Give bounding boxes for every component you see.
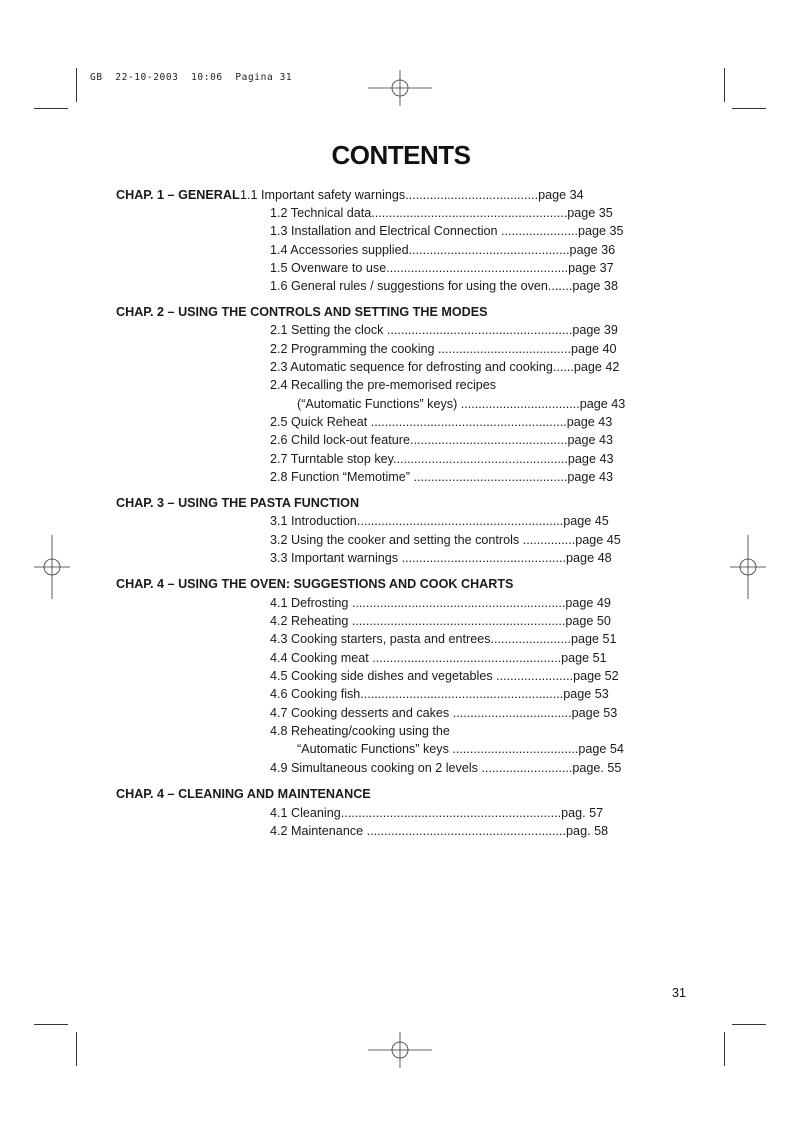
toc-entry: 4.5 Cooking side dishes and vegetables ......................page 52	[270, 669, 619, 683]
toc-entry: 2.7 Turntable stop key..................................................page 43	[270, 452, 614, 466]
chapter-heading: CHAP. 4 – CLEANING AND MAINTENANCE	[116, 787, 371, 801]
toc-entry: 4.7 Cooking desserts and cakes ..................................page 53	[270, 706, 618, 720]
toc-entry: 4.3 Cooking starters, pasta and entrees.......................page 51	[270, 632, 617, 646]
toc-entry: 2.6 Child lock-out feature.............................................page 43	[270, 433, 613, 447]
toc-entry: 4.2 Maintenance .........................................................pag. 58	[270, 824, 609, 838]
page-title: CONTENTS	[331, 140, 471, 170]
toc-entry: 1.6 General rules / suggestions for using the oven.......page 38	[270, 279, 618, 293]
toc-entry: 1.1 Important safety warnings......................................page 34	[240, 188, 584, 202]
toc-entry: “Automatic Functions” keys ....................................page 54	[297, 742, 624, 756]
toc-entry: 3.1 Introduction...........................................................page 45	[270, 514, 609, 528]
chapter-heading: CHAP. 2 – USING THE CONTROLS AND SETTING THE MODES	[116, 305, 488, 319]
toc-entry: 4.1 Defrosting .............................................................page 49	[270, 596, 611, 610]
toc-entry: 1.2 Technical data........................................................page 35	[270, 206, 613, 220]
toc-entry: 3.3 Important warnings ...............................................page 48	[270, 551, 612, 565]
page-number: 31	[672, 986, 686, 1000]
toc-entry: 4.6 Cooking fish..........................................................page 53	[270, 687, 609, 701]
toc-entry: 2.2 Programming the cooking ......................................page 40	[270, 342, 617, 356]
toc-entry: 2.4 Recalling the pre-memorised recipes	[270, 378, 497, 392]
chapter-heading: CHAP. 1 – GENERAL	[116, 188, 240, 202]
toc-entry: 4.9 Simultaneous cooking on 2 levels ..........................page. 55	[270, 761, 622, 775]
toc-entry: 1.4 Accessories supplied..............................................page 36	[270, 243, 616, 257]
toc-entry: (“Automatic Functions” keys) ..................................page 43	[297, 397, 626, 411]
print-slug: GB 22-10-2003 10:06 Pagina 31	[90, 72, 293, 83]
toc-entry: 4.8 Reheating/cooking using the	[270, 724, 450, 738]
chapter-heading: CHAP. 3 – USING THE PASTA FUNCTION	[116, 496, 360, 510]
toc-entry: 2.3 Automatic sequence for defrosting and cooking......page 42	[270, 360, 620, 374]
toc-entry: 4.1 Cleaning...............................................................pag. 57	[270, 806, 604, 820]
toc-entry: 2.8 Function “Memotime” ............................................page 43	[270, 470, 613, 484]
chapter-heading: CHAP. 4 – USING THE OVEN: SUGGESTIONS AND COOK CHARTS	[116, 577, 514, 591]
toc-entry: 1.3 Installation and Electrical Connection ......................page 35	[270, 224, 624, 238]
toc-entry: 2.1 Setting the clock .....................................................page 39	[270, 323, 618, 337]
toc-entry: 3.2 Using the cooker and setting the controls ...............page 45	[270, 533, 621, 547]
toc-entry: 4.4 Cooking meat ......................................................page 51	[270, 651, 607, 665]
toc-entry: 1.5 Ovenware to use....................................................page 37	[270, 261, 614, 275]
toc-entry: 2.5 Quick Reheat ........................................................page 43	[270, 415, 613, 429]
toc-entry: 4.2 Reheating .............................................................page 50	[270, 614, 611, 628]
